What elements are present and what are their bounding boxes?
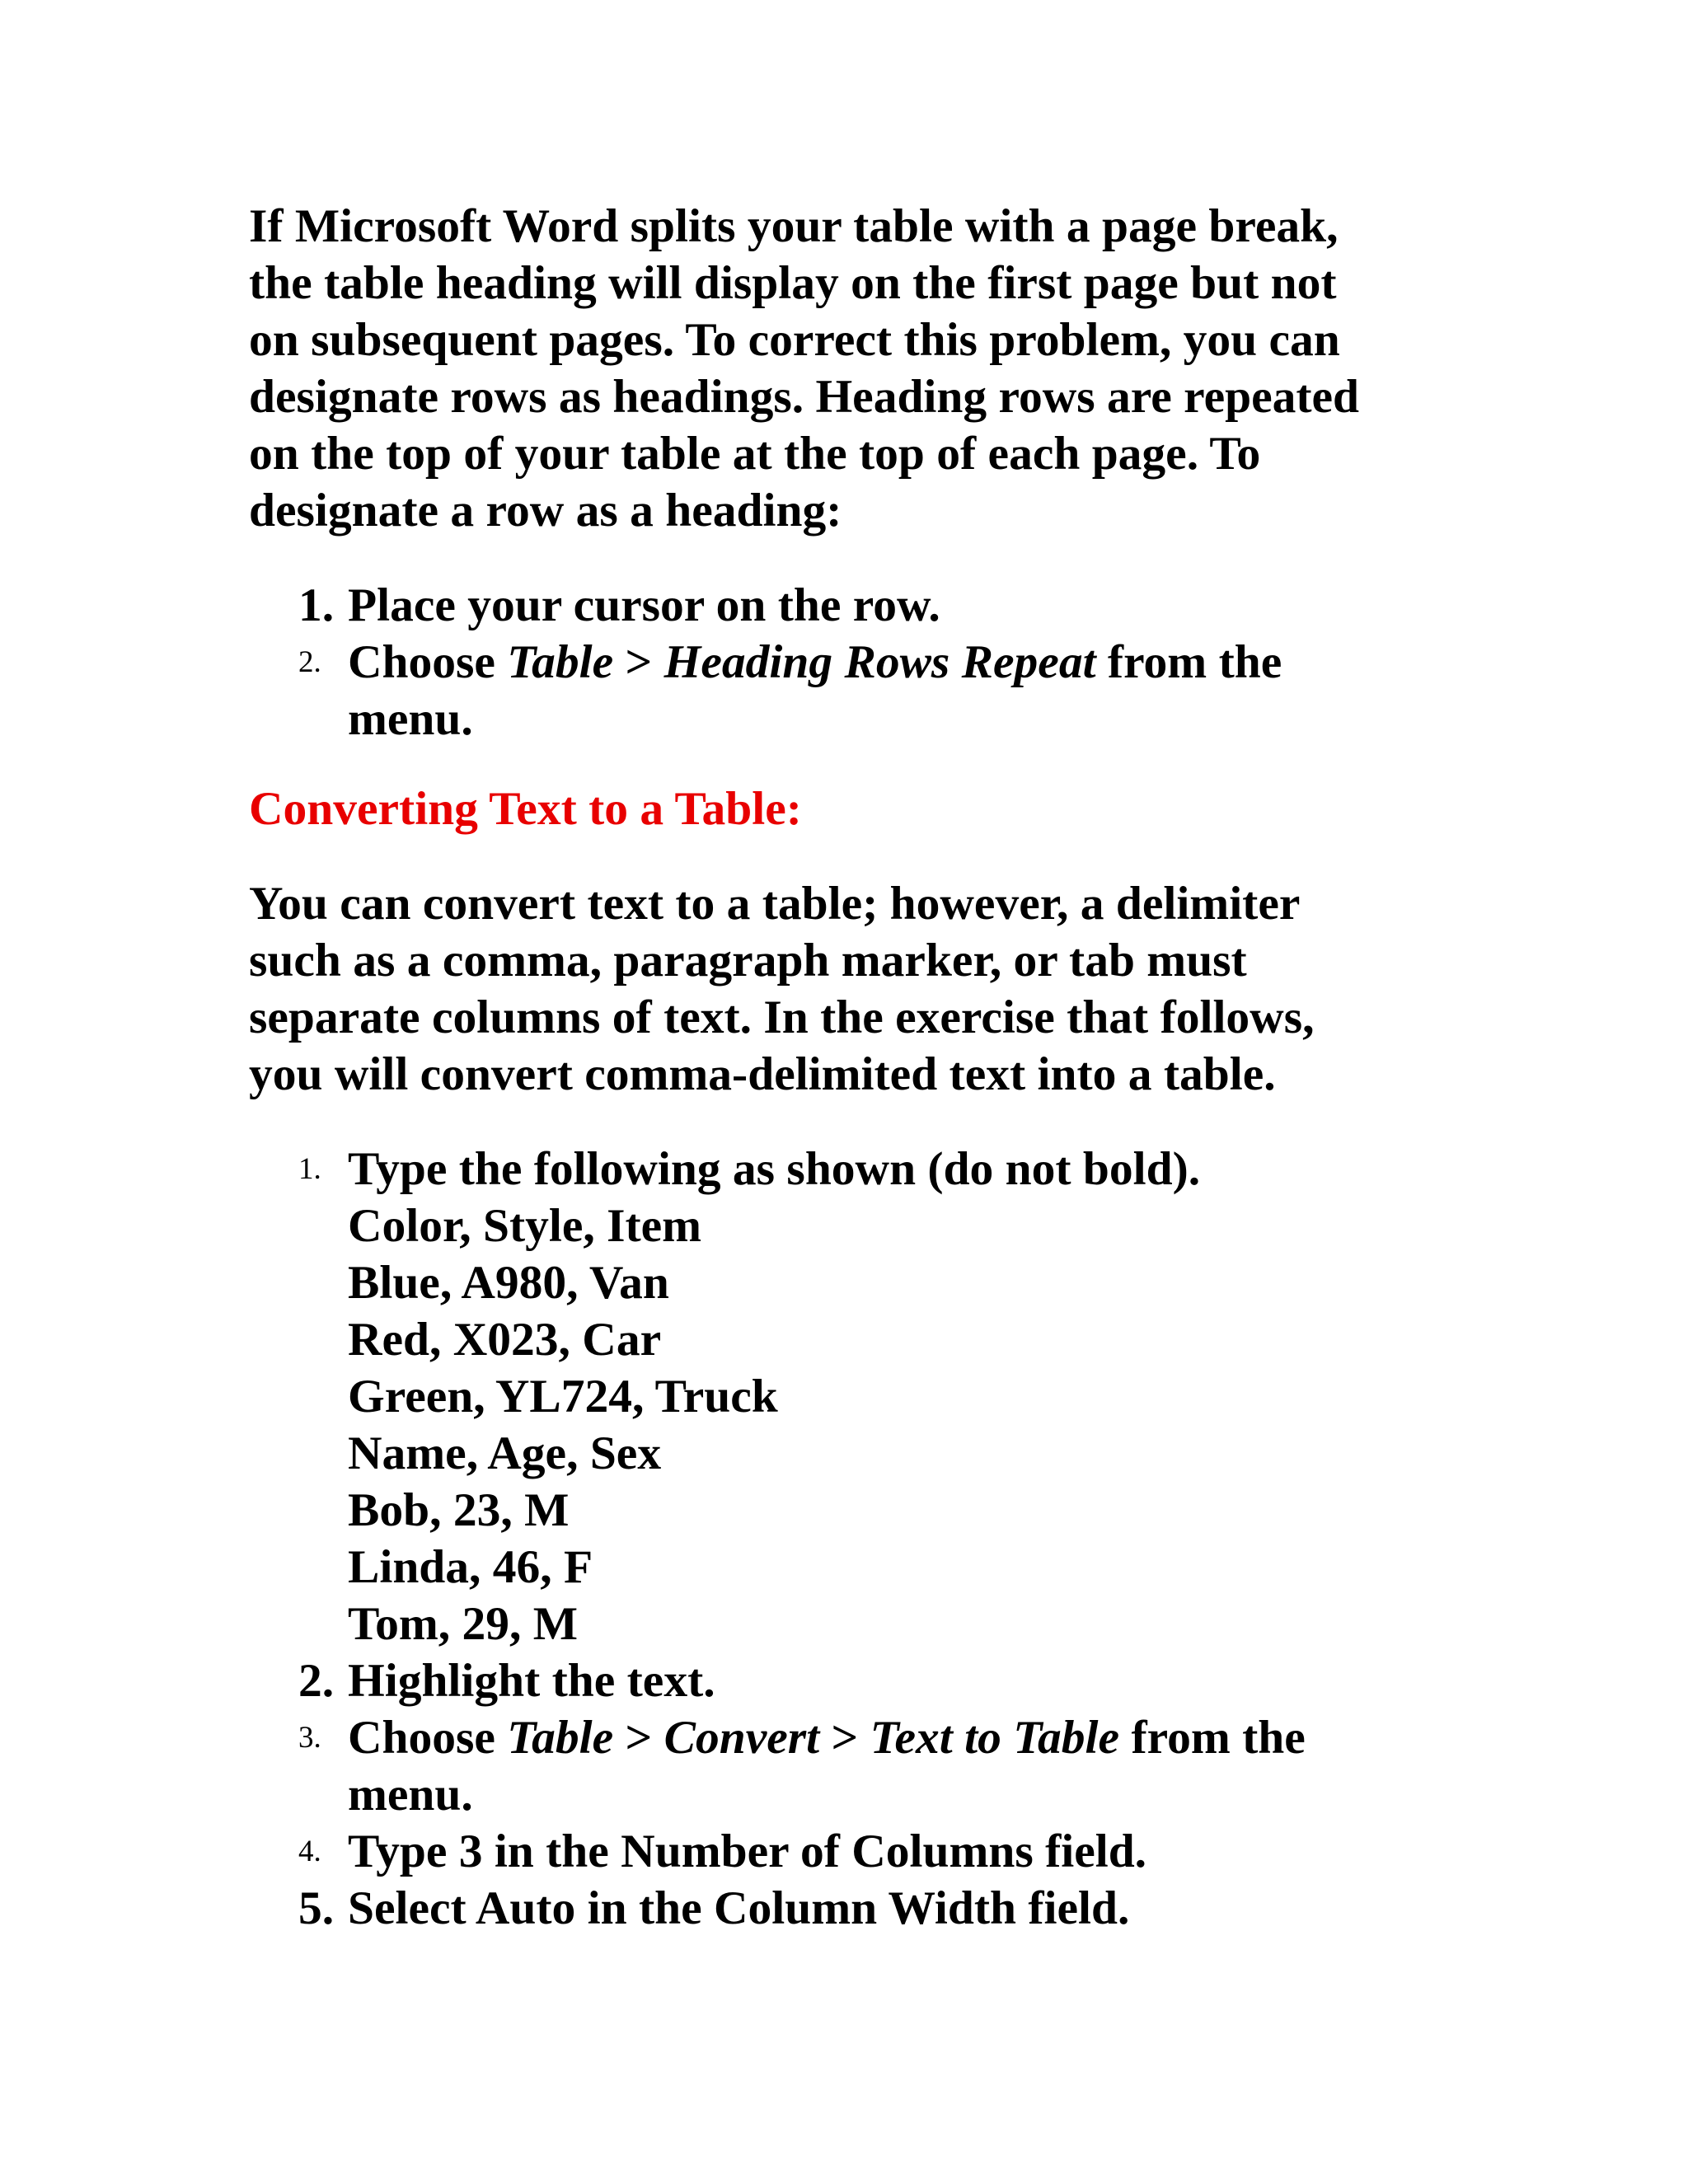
list-number: 2. [298, 1655, 335, 1707]
list-number: 1. [298, 1152, 321, 1186]
list-item [249, 577, 1436, 634]
convert-line: you will convert comma-delimited text into a table. [249, 1048, 1276, 1100]
sample-text-line: Name, Age, Sex [348, 1427, 662, 1479]
list-item-continuation: menu. [348, 693, 473, 745]
sample-text-line: Tom, 29, M [348, 1598, 578, 1650]
text-run: from the [1095, 636, 1282, 688]
menu-path-convert: Convert [663, 1712, 820, 1764]
list-number: 2. [298, 645, 321, 679]
sample-text-line: Green, YL724, Truck [348, 1371, 778, 1422]
list-number: 3. [298, 1721, 321, 1755]
list-item-text: Place your cursor on the row. [348, 579, 940, 631]
list-item-text [348, 1712, 1306, 1764]
list-item-text: Highlight the text. [348, 1655, 715, 1707]
intro-line: on subsequent pages. To correct this problem, you can [249, 314, 1340, 366]
text-run: Choose [348, 1712, 508, 1764]
sample-text-line: Red, X023, Car [348, 1314, 662, 1366]
list-item [249, 634, 1436, 748]
list-number: 5. [298, 1882, 335, 1934]
list-item-text [348, 636, 1282, 688]
intro-line: on the top of your table at the top of each page. To [249, 428, 1261, 480]
sample-text-line: Color, Style, Item [348, 1200, 702, 1252]
list-item [249, 1709, 1436, 1823]
list-item-continuation: menu. [348, 1769, 473, 1821]
intro-line: If Microsoft Word splits your table with a page break, [249, 200, 1339, 252]
intro-line: designate rows as headings. Heading rows are repeated [249, 371, 1360, 423]
menu-path-heading-rows-repeat: Heading Rows Repeat [663, 636, 1096, 688]
convert-line: You can convert text to a table; however, a delimiter [249, 878, 1301, 930]
convert-line: such as a comma, paragraph marker, or tab must [249, 935, 1247, 987]
document-page [249, 198, 1436, 1937]
list-item [249, 1652, 1436, 1709]
convert-line: separate columns of text. In the exercise that follows, [249, 991, 1315, 1043]
list-item-text: Type 3 in the Number of Columns field. [348, 1825, 1147, 1877]
sample-text-line: Bob, 23, M [348, 1484, 570, 1536]
list-item [249, 1141, 1436, 1652]
section-heading: Converting Text to a Table: [249, 783, 802, 835]
list-item-text: Select Auto in the Column Width field. [348, 1882, 1130, 1934]
intro-paragraph [249, 198, 1436, 539]
list-item-text: Type the following as shown (do not bold). [348, 1143, 1201, 1195]
intro-line: designate a row as a heading: [249, 485, 842, 537]
text-run: Choose [348, 636, 508, 688]
text-run: > [819, 1712, 870, 1764]
sample-text-line: Linda, 46, F [348, 1541, 593, 1593]
list-item [249, 1823, 1436, 1880]
menu-path-table: Table [507, 1712, 614, 1764]
intro-line: the table heading will display on the first page but not [249, 257, 1337, 309]
list-number: 4. [298, 1835, 321, 1868]
text-run: > [613, 1712, 664, 1764]
convert-steps [249, 1141, 1436, 1937]
sample-text-line: Blue, A980, Van [348, 1257, 669, 1309]
heading-rows-steps [249, 577, 1436, 748]
menu-path-table: Table [507, 636, 614, 688]
menu-path-text-to-table: Text to Table [870, 1712, 1120, 1764]
list-number: 1. [298, 579, 335, 631]
text-run: > [613, 636, 664, 688]
text-run: from the [1119, 1712, 1306, 1764]
convert-paragraph [249, 875, 1436, 1103]
list-item [249, 1880, 1436, 1937]
